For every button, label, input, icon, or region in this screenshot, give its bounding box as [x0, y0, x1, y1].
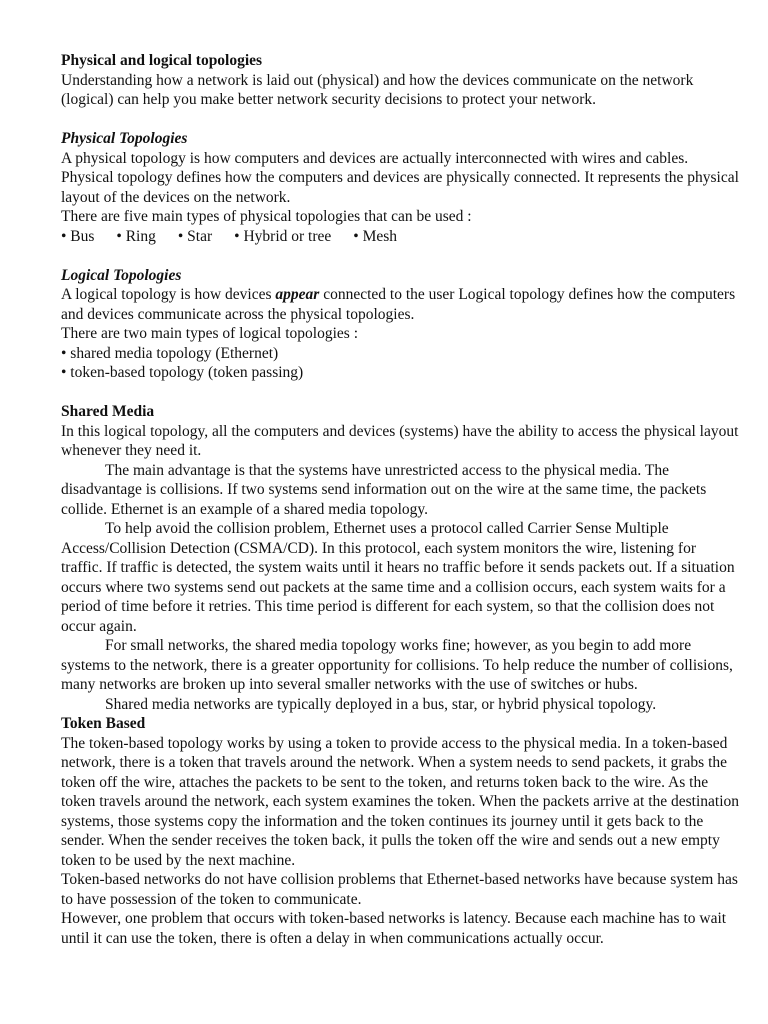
- physical-type-ring: • Ring: [116, 227, 156, 245]
- shared-paragraph-1: In this logical topology, all the computers and devices (systems) have the ability to access the physical layout whenever they need it.: [61, 422, 739, 459]
- logical-type-shared: • shared media topology (Ethernet): [61, 344, 279, 362]
- logical-text-post: connected to the user Logical topology defines how the computers and devices communicate across the physical topologies.: [61, 286, 736, 323]
- physical-paragraph-2: There are five main types of physical topologies that can be used :: [61, 208, 472, 225]
- physical-types-list: [61, 227, 741, 247]
- logical-topologies-heading: Logical Topologies: [61, 266, 182, 284]
- logical-paragraph-2: There are two main types of logical topologies :: [61, 325, 358, 342]
- physical-topologies-heading: Physical Topologies: [61, 130, 188, 147]
- shared-paragraph-4: For small networks, the shared media topology works fine; however, as you begin to add more systems to the network, there is a greater opportunity for collisions. To help reduce the number of collisions, many networks are broken up into several smaller networks with the use of switches or hubs.: [61, 637, 733, 693]
- intro-paragraph: Understanding how a network is laid out (physical) and how the devices communicate on the network (logical) can help you make better network security decisions to protect your network.: [61, 71, 694, 108]
- logical-paragraph-1: [61, 285, 741, 324]
- spacer: [61, 110, 741, 130]
- token-paragraph-3: However, one problem that occurs with token-based networks is latency. Because each machine has to wait until it can use the token, there is often a delay in when communications actually occur.: [61, 910, 727, 947]
- token-paragraph-2: Token-based networks do not have collision problems that Ethernet-based networks have because system has to have possession of the token to communicate.: [61, 871, 738, 908]
- spacer: [61, 246, 741, 266]
- shared-paragraph-2: The main advantage is that the systems have unrestricted access to the physical media. The disadvantage is collisions. If two systems send information out on the wire at the same time, the packets collide. Ethernet is an example of a shared media topology.: [61, 461, 707, 518]
- logical-text-pre: A logical topology is how devices: [61, 286, 276, 303]
- document-title: Physical and logical topologies: [61, 52, 263, 69]
- physical-type-mesh: • Mesh: [353, 227, 398, 245]
- document-page: [61, 51, 741, 948]
- shared-paragraph-3: To help avoid the collision problem, Ethernet uses a protocol called Carrier Sense Multiple Access/Collision Detection (CSMA/CD). In this protocol, each system monitors the wire, listening for traffic. If traffic is detected, the system waits until it hears no traffic before it sends packets out. If a situation occurs where two systems send out packets at the same time and a collision occurs, each system waits for a period of time before it retries. This time period is different for each system, so that the collision does not occur again.: [61, 520, 735, 635]
- token-based-heading: Token Based: [61, 715, 146, 732]
- physical-type-bus: • Bus: [61, 227, 95, 245]
- physical-type-star: • Star: [177, 227, 213, 245]
- physical-type-hybrid: • Hybrid or tree: [234, 227, 332, 245]
- token-paragraph-1: The token-based topology works by using a token to provide access to the physical media. In a token-based network, there is a token that travels around the network. When a system needs to send packets, it grabs the token off the wire, attaches the packets to be sent to the token, and returns token back to the wire. As the token travels around the network, each system examines the token. When the packets arrive at the destination systems, those systems copy the information and the token continues its journey until it gets back to the sender. When the sender receives the token back, it pulls the token off the wire and sends out a new empty token to be used by the next machine.: [61, 734, 740, 869]
- logical-type-token: • token-based topology (token passing): [61, 364, 304, 381]
- logical-text-emphasis: appear: [275, 286, 320, 303]
- spacer: [61, 383, 741, 403]
- shared-paragraph-5: Shared media networks are typically deployed in a bus, star, or hybrid physical topology.: [105, 695, 657, 713]
- physical-paragraph-1: A physical topology is how computers and devices are actually interconnected with wires and cables. Physical topology defines how the computers and devices are physically connected. It represents the physical layout of the devices on the network.: [61, 149, 739, 206]
- shared-media-heading: Shared Media: [61, 403, 155, 420]
